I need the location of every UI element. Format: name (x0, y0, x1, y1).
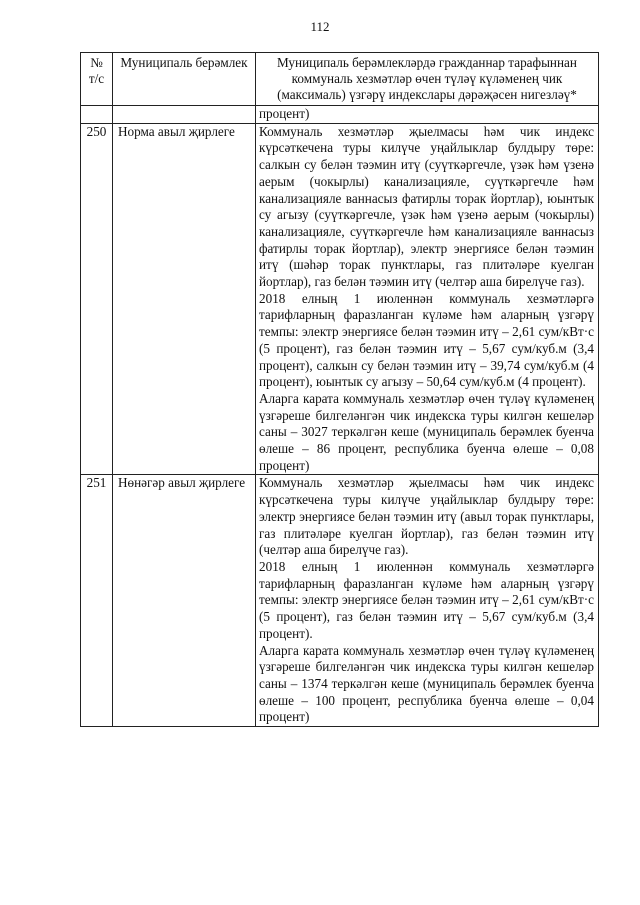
index-description (256, 475, 599, 727)
tariff-forecast-paragraph: 2018 елның 1 июленнән коммуналь хезмәтләргә тарифларның фаразланган күләме һәм аларның үзгәрү темпы: электр энергиясе белән тәэмин итү – 2,61 сум/кВт·с (5 процент), газ белән тәэмин итү – 5,67 сум/куб.м (3,4 процент), салкын су белән тәэмин итү – 39,74 сум/куб.м (4 процент), юынтык су агызу – 50,64 сум/куб.м (4 процент). (259, 290, 594, 390)
affected-population-paragraph: Аларга карата коммуналь хезмәтләр өчен түләү күләменең үзгәреше билгеләнгән чик индекска туры килгән кешеләр саны – 3027 теркәлгән кеше (муниципаль берәмлек буенча өлеше – 86 процент, республика буенча өлеше – 0,08 процент) (259, 390, 594, 473)
header-number: № т/с (81, 53, 113, 106)
tariff-index-table (80, 52, 599, 727)
municipality-name: Нөнәгәр авыл җирлеге (113, 475, 256, 727)
utilities-set-paragraph: Коммуналь хезмәтләр җыелмасы һәм чик индекс күрсәткечена туры килүче уңайлыклар булдыру төре: электр энергиясе белән тәэмин итү (авыл торак пунктлары, газ плитәләре куелган йортлар), газ белән тәэмин итү (челтәр аша бирелүче газ). (259, 475, 594, 558)
continuation-text: процент) (256, 106, 599, 124)
index-description (256, 123, 599, 475)
continuation-name-cell (113, 106, 256, 124)
row-number: 250 (81, 123, 113, 475)
utilities-set-paragraph: Коммуналь хезмәтләр җыелмасы һәм чик индекс күрсәткечена туры килүче уңайлыклар булдыру төре: салкын су белән тәэмин итү (суүткәргечле, үзәк һәм үзенә аерым (чокырлы) канализацияле, суүткәргечле һәм канализацияле ваннасыз фатирлы торак йортлар), юынтык су агызу (суүткәргечле, үзәк һәм үзенә аерым (чокырлы) канализацияле, суүткәргечле һәм канализацияле ваннасыз фатирлы торак йортлар), электр энергиясе белән тәэмин итү (шәһәр торак пунктлары, газ плитәләре куелган йортлар), газ белән тәэмин итү (челтәр аша бирелүче газ). (259, 123, 594, 290)
municipality-name: Норма авыл җирлеге (113, 123, 256, 475)
continuation-row (81, 106, 599, 124)
continuation-num-cell (81, 106, 113, 124)
row-number: 251 (81, 475, 113, 727)
tariff-forecast-paragraph: 2018 елның 1 июленнән коммуналь хезмәтләргә тарифларның фаразланган күләме һәм аларның үзгәрү темпы: электр энергиясе белән тәэмин итү – 2,61 сум/кВт·с (5 процент), газ белән тәэмин итү – 5,67 сум/куб.м (3,4 процент). (259, 558, 594, 641)
table-row (81, 475, 599, 727)
header-index-justification: Муниципаль берәмлекләрдә гражданнар тарафыннан коммуналь хезмәтләр өчен түләү күләменең чик (максималь) үзгәрү индекслары дәрәҗәсен нигезләү* (256, 53, 599, 106)
table-header-row (81, 53, 599, 106)
page-number: 112 (310, 19, 330, 34)
table-row (81, 123, 599, 475)
affected-population-paragraph: Аларга карата коммуналь хезмәтләр өчен түләү күләменең үзгәреше билгеләнгән чик индекска туры килгән кешеләр саны – 1374 теркәлгән кеше (муниципаль берәмлек буенча өлеше – 100 процент, республика буенча өлеше – 0,04 процент) (259, 642, 594, 725)
header-municipality: Муниципаль берәмлек (113, 53, 256, 106)
